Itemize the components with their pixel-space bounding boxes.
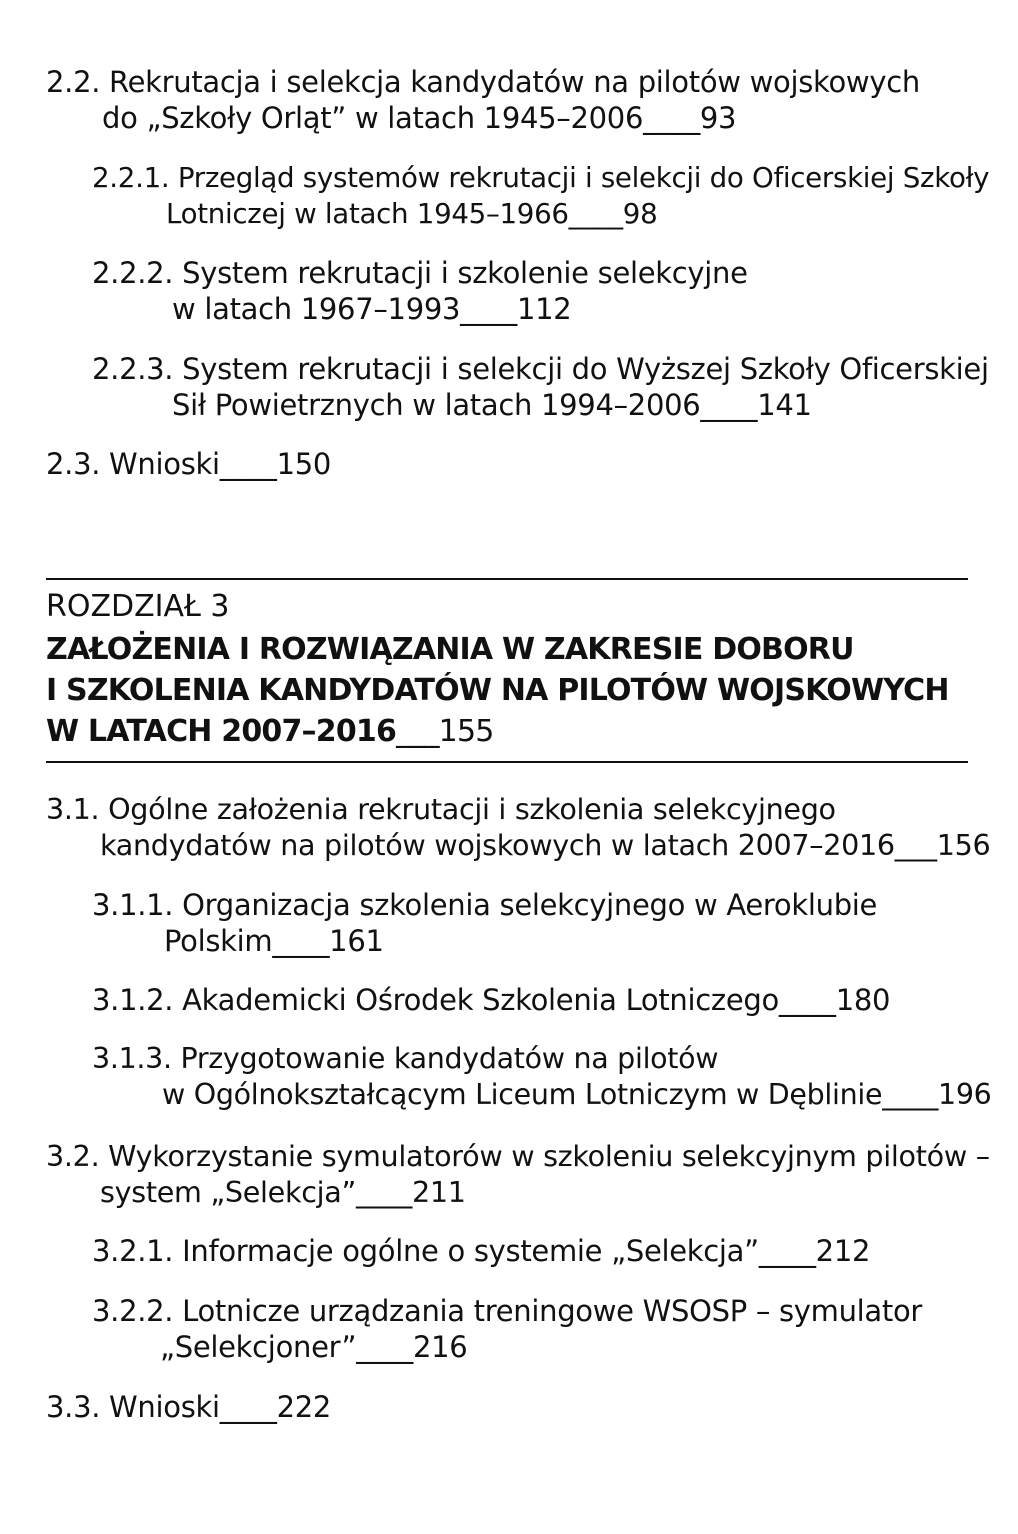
toc-entry-line1: 2.2.1. Przegląd systemów rekrutacji i selekcji do Oficerskiej Szkoły [92, 161, 990, 194]
toc-entry-line2: kandydatów na pilotów wojskowych w latach 2007–2016___156 [100, 828, 991, 862]
toc-entry-line1: 3.1. Ogólne założenia rekrutacji i szkolenia selekcyjnego [46, 792, 836, 826]
toc-entry-3-1-2 [92, 982, 890, 1018]
toc-entry-3-2-1 [92, 1233, 870, 1269]
toc-entry-3-2-2 [92, 1293, 922, 1365]
toc-entry-line1: 3.1.1. Organizacja szkolenia selekcyjnego w Aeroklubie [92, 888, 878, 922]
toc-entry-line1: 3.3. Wnioski____222 [46, 1390, 332, 1424]
toc-entry-line2: system „Selekcja”____211 [100, 1175, 466, 1209]
chapter-rule-top [46, 578, 968, 580]
chapter-title-line1: ZAŁOŻENIA I ROZWIĄZANIA W ZAKRESIE DOBORU [46, 632, 854, 667]
toc-entry-3-2 [46, 1138, 990, 1210]
chapter-label: ROZDZIAŁ 3 [46, 589, 230, 624]
toc-entry-line1: 3.1.2. Akademicki Ośrodek Szkolenia Lotniczego____180 [92, 983, 891, 1017]
chapter-page-number: ___155 [396, 714, 494, 749]
toc-entry-3-3 [46, 1389, 331, 1425]
toc-entry-line1: 3.1.3. Przygotowanie kandydatów na pilotów [92, 1042, 719, 1075]
toc-entry-line2: „Selekcjoner”____216 [160, 1330, 468, 1364]
toc-entry-line1: 2.2. Rekrutacja i selekcja kandydatów na pilotów wojskowych [46, 65, 920, 99]
toc-entry-line2: Polskim____161 [164, 924, 384, 958]
toc-entry-2-2-2 [92, 255, 748, 327]
toc-entry-line1: 3.2.2. Lotnicze urządzania treningowe WSOSP – symulator [92, 1294, 923, 1328]
chapter-title [46, 629, 949, 752]
toc-entry-line1: 3.2. Wykorzystanie symulatorów w szkoleniu selekcyjnym pilotów – [46, 1139, 990, 1173]
toc-entry-3-1 [46, 791, 990, 863]
toc-entry-3-1-1 [92, 887, 877, 959]
toc-entry-2-3 [46, 446, 331, 482]
chapter-title-line3 [46, 711, 949, 752]
chapter-title-line2: I SZKOLENIA KANDYDATÓW NA PILOTÓW WOJSKOWYCH [46, 673, 949, 708]
toc-entry-line1: 2.2.2. System rekrutacji i szkolenie selekcyjne [92, 256, 748, 290]
chapter-rule-bottom [46, 761, 968, 763]
toc-entry-line1: 2.3. Wnioski____150 [46, 447, 332, 481]
toc-entry-line2: w latach 1967–1993____112 [172, 292, 572, 326]
toc-entry-2-2 [46, 64, 920, 136]
toc-entry-line2: do „Szkoły Orląt” w latach 1945–2006____93 [102, 101, 737, 135]
toc-entry-line1: 3.2.1. Informacje ogólne o systemie „Selekcja”____212 [92, 1234, 871, 1268]
toc-entry-2-2-3 [92, 351, 989, 423]
toc-entry-2-2-1 [92, 160, 989, 232]
toc-entry-line2: Lotniczej w latach 1945–1966____98 [166, 197, 658, 230]
toc-entry-line1: 2.2.3. System rekrutacji i selekcji do Wyższej Szkoły Oficerskiej [92, 352, 989, 386]
chapter-title-line3-text: W LATACH 2007–2016 [46, 714, 397, 749]
toc-entry-line2: w Ogólnokształcącym Liceum Lotniczym w Dęblinie____196 [162, 1078, 992, 1111]
toc-entry-3-1-3 [92, 1041, 992, 1113]
toc-entry-line2: Sił Powietrznych w latach 1994–2006____141 [172, 388, 812, 422]
